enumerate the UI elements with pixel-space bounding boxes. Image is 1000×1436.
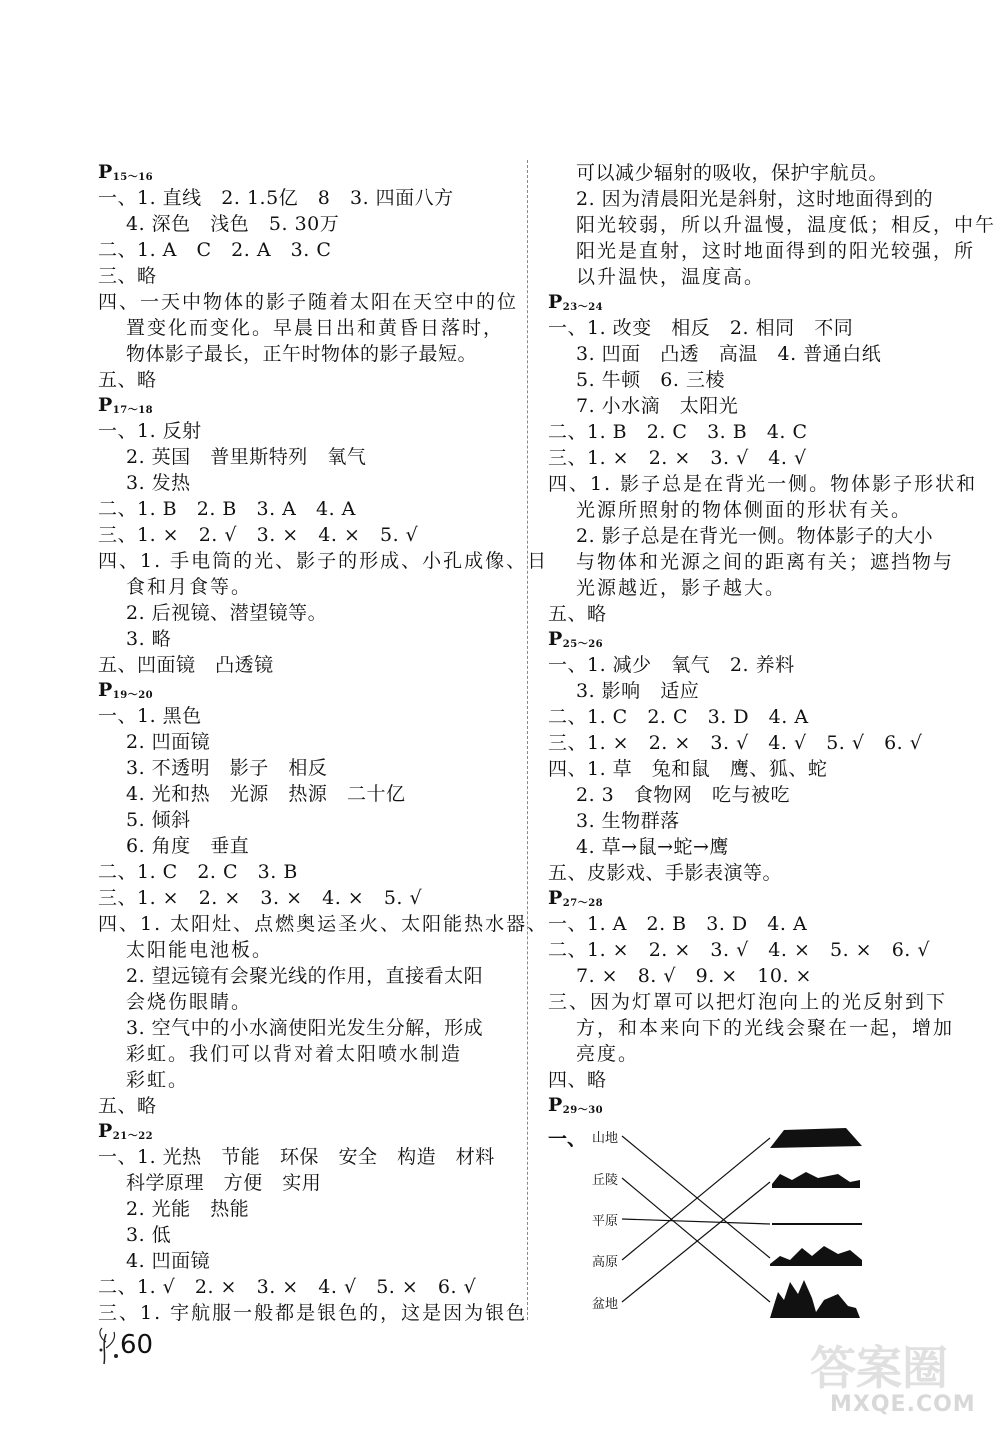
page-range-letter: P [548, 628, 563, 650]
answer-line: 以升温快，温度高。 [576, 266, 766, 288]
answer-line: 一、1. 改变 相反 2. 相同 不同 [548, 317, 854, 339]
answer-line: 3. 空气中的小水滴使阳光发生分解，形成 [126, 1017, 484, 1039]
landform-term: 盆地 [592, 1297, 619, 1312]
page-range-numbers: 17～18 [112, 405, 154, 416]
section-page-range-heading [548, 886, 968, 911]
answer-line: 3. 略 [126, 628, 172, 650]
watermark-site: MXQE.COM [830, 1392, 976, 1417]
section-page-range-heading [98, 160, 518, 185]
section-page-range-heading [548, 290, 968, 315]
answer-line: 5. 牛顿 6. 三棱 [576, 369, 725, 391]
answer-line: 物体影子最长，正午时物体的影子最短。 [126, 343, 478, 365]
landform-term: 山地 [592, 1131, 619, 1146]
answer-line: 二、1. C 2. C 3. B [98, 861, 298, 883]
answer-line: 阳光较弱，所以升温慢，温度低；相反，中午 [576, 214, 997, 236]
answer-line: 2. 光能 热能 [126, 1198, 250, 1220]
answer-line: 与物体和光源之间的距离有关；遮挡物与 [576, 551, 955, 573]
answer-line: 三、略 [98, 265, 157, 287]
answer-line: 置变化而变化。早晨日出和黄昏日落时， [126, 317, 505, 339]
answer-line: 二、1. √ 2. × 3. × 4. √ 5. × 6. √ [98, 1276, 477, 1298]
page-range-numbers: 29～30 [562, 1105, 604, 1116]
answer-line: 三、1. × 2. × 3. × 4. × 5. √ [98, 887, 423, 909]
answer-line: 会烧伤眼睛。 [126, 991, 253, 1013]
answer-line: 2. 望远镜有会聚光线的作用，直接看太阳 [126, 965, 484, 987]
landform-matching-diagram [548, 1122, 878, 1322]
landform-term: 丘陵 [592, 1173, 619, 1188]
answer-line: 二、1. B 2. B 3. A 4. A [98, 498, 356, 520]
page-range-letter: P [98, 1120, 113, 1142]
answer-line: 彩虹。 [126, 1069, 190, 1091]
plateau-silhouette-icon [770, 1128, 862, 1148]
answer-line: 3. 影响 适应 [576, 680, 700, 702]
section-page-range-heading [98, 678, 518, 703]
answer-line: 2. 凹面镜 [126, 731, 211, 753]
page-number: 60 [120, 1330, 154, 1360]
answer-line: 4. 深色 浅色 5. 30万 [126, 213, 340, 235]
answer-line: 2. 英国 普里斯特列 氧气 [126, 446, 367, 468]
answer-line: 三、因为灯罩可以把灯泡向上的光反射到下 [548, 991, 948, 1013]
answer-line: 2. 因为清晨阳光是斜射，这时地面得到的 [576, 188, 934, 210]
answer-line: 食和月食等。 [126, 576, 253, 598]
answer-line: 2. 后视镜、潜望镜等。 [126, 602, 328, 624]
landform-term: 高原 [592, 1255, 619, 1270]
answer-line: 7. × 8. √ 9. × 10. × [576, 965, 812, 987]
answer-line: 5. 倾斜 [126, 809, 191, 831]
left-column [98, 160, 549, 1326]
answer-line: 一、1. 光热 节能 环保 安全 构造 材料 [98, 1146, 495, 1168]
page-range-numbers: 25～26 [562, 639, 604, 650]
answer-line: 五、凹面镜 凸透镜 [98, 654, 274, 676]
answer-line: 可以减少辐射的吸收，保护宇航员。 [576, 162, 889, 184]
answer-line: 3. 发热 [126, 472, 191, 494]
answer-line: 二、1. × 2. × 3. √ 4. × 5. × 6. √ [548, 939, 930, 961]
section-page-range-heading [98, 393, 518, 418]
answer-line: 五、略 [548, 603, 607, 625]
answer-line: 三、1. × 2. √ 3. × 4. × 5. √ [98, 524, 419, 546]
answer-line: 2. 3 食物网 吃与被吃 [576, 784, 790, 806]
mountains-silhouette-icon [770, 1280, 860, 1318]
answer-line: 二、1. B 2. C 3. B 4. C [548, 421, 808, 443]
landform-term: 平原 [592, 1214, 619, 1229]
answer-line: 二、1. A C 2. A 3. C [98, 239, 332, 261]
page-range-numbers: 21～22 [112, 1131, 154, 1142]
page-range-numbers: 19～20 [112, 690, 154, 701]
answer-line: 一、1. 减少 氧气 2. 养料 [548, 654, 795, 676]
answer-line: 7. 小水滴 太阳光 [576, 395, 739, 417]
matching-line [622, 1219, 770, 1224]
answer-line: 科学原理 方便 实用 [126, 1172, 322, 1194]
answer-line: 方，和本来向下的光线会聚在一起，增加 [576, 1017, 955, 1039]
answer-line: 一、1. 直线 2. 1.5亿 8 3. 四面八方 [98, 187, 454, 209]
answer-line: 五、略 [98, 369, 157, 391]
answer-line: 一、1. A 2. B 3. D 4. A [548, 913, 808, 935]
answer-line: 三、1. × 2. × 3. √ 4. √ [548, 447, 807, 469]
page-range-numbers: 23～24 [562, 302, 604, 313]
hills2-silhouette-icon [770, 1246, 862, 1266]
answer-line: 3. 凹面 凸透 高温 4. 普通白纸 [576, 343, 882, 365]
answer-line: 一、1. 反射 [98, 420, 202, 442]
answer-line: 三、1. × 2. × 3. √ 4. √ 5. √ 6. √ [548, 732, 923, 754]
page-range-letter: P [98, 161, 113, 183]
answer-line: 三、1. 宇航服一般都是银色的，这是因为银色 [98, 1302, 528, 1324]
section-page-range-heading [548, 1093, 968, 1118]
page-range-numbers: 15～16 [112, 172, 154, 183]
page-range-letter: P [98, 394, 113, 416]
landform-silhouettes [770, 1128, 862, 1318]
answer-line: 6. 角度 垂直 [126, 835, 250, 857]
answer-line: 彩虹。我们可以背对着太阳喷水制造 [126, 1043, 463, 1065]
answer-line: 五、略 [98, 1095, 157, 1117]
answer-line: 四、1. 手电筒的光、影子的形成、小孔成像、日 [98, 550, 549, 572]
page-range-letter: P [548, 887, 563, 909]
answer-line: 3. 低 [126, 1224, 172, 1246]
section-page-range-heading [548, 627, 968, 652]
watermark-logo: 答案圈 [810, 1341, 948, 1395]
answer-line: 四、1. 草 兔和鼠 鹰、狐、蛇 [548, 758, 828, 780]
answer-line: 4. 光和热 光源 热源 二十亿 [126, 783, 406, 805]
section-page-range-heading [98, 1119, 518, 1144]
answer-line: 四、一天中物体的影子随着太阳在天空中的位 [98, 291, 519, 313]
right-column [548, 160, 997, 1118]
answer-line: 光源越近，影子越大。 [576, 577, 787, 599]
answer-line: 一、1. 黑色 [98, 705, 202, 727]
answer-line: 四、略 [548, 1069, 607, 1091]
matching-question-label: 一、 [548, 1128, 587, 1150]
hills-silhouette-icon [772, 1172, 860, 1188]
plain-silhouette-icon [772, 1223, 862, 1225]
answer-line: 亮度。 [576, 1043, 640, 1065]
answer-line: 4. 凹面镜 [126, 1250, 211, 1272]
answer-line: 四、1. 影子总是在背光一侧。物体影子形状和 [548, 473, 978, 495]
answer-line: 太阳能电池板。 [126, 939, 274, 961]
page-range-letter: P [548, 1094, 563, 1116]
page-range-letter: P [548, 291, 563, 313]
answer-line: 四、1. 太阳灶、点燃奥运圣火、太阳能热水器、 [98, 913, 549, 935]
answer-line: 3. 不透明 影子 相反 [126, 757, 328, 779]
page-range-numbers: 27～28 [562, 898, 604, 909]
answer-line: 阳光是直射，这时地面得到的阳光较强，所 [576, 240, 976, 262]
answer-line: 光源所照射的物体侧面的形状有关。 [576, 499, 913, 521]
column-divider [527, 160, 528, 1320]
page-range-letter: P [98, 679, 113, 701]
answer-line: 五、皮影戏、手影表演等。 [548, 862, 783, 884]
answer-line: 2. 影子总是在背光一侧。物体影子的大小 [576, 525, 934, 547]
answer-line: 二、1. C 2. C 3. D 4. A [548, 706, 809, 728]
answer-line: 4. 草→鼠→蛇→鹰 [576, 836, 729, 858]
answer-line: 3. 生物群落 [576, 810, 680, 832]
watermark [800, 1332, 990, 1428]
